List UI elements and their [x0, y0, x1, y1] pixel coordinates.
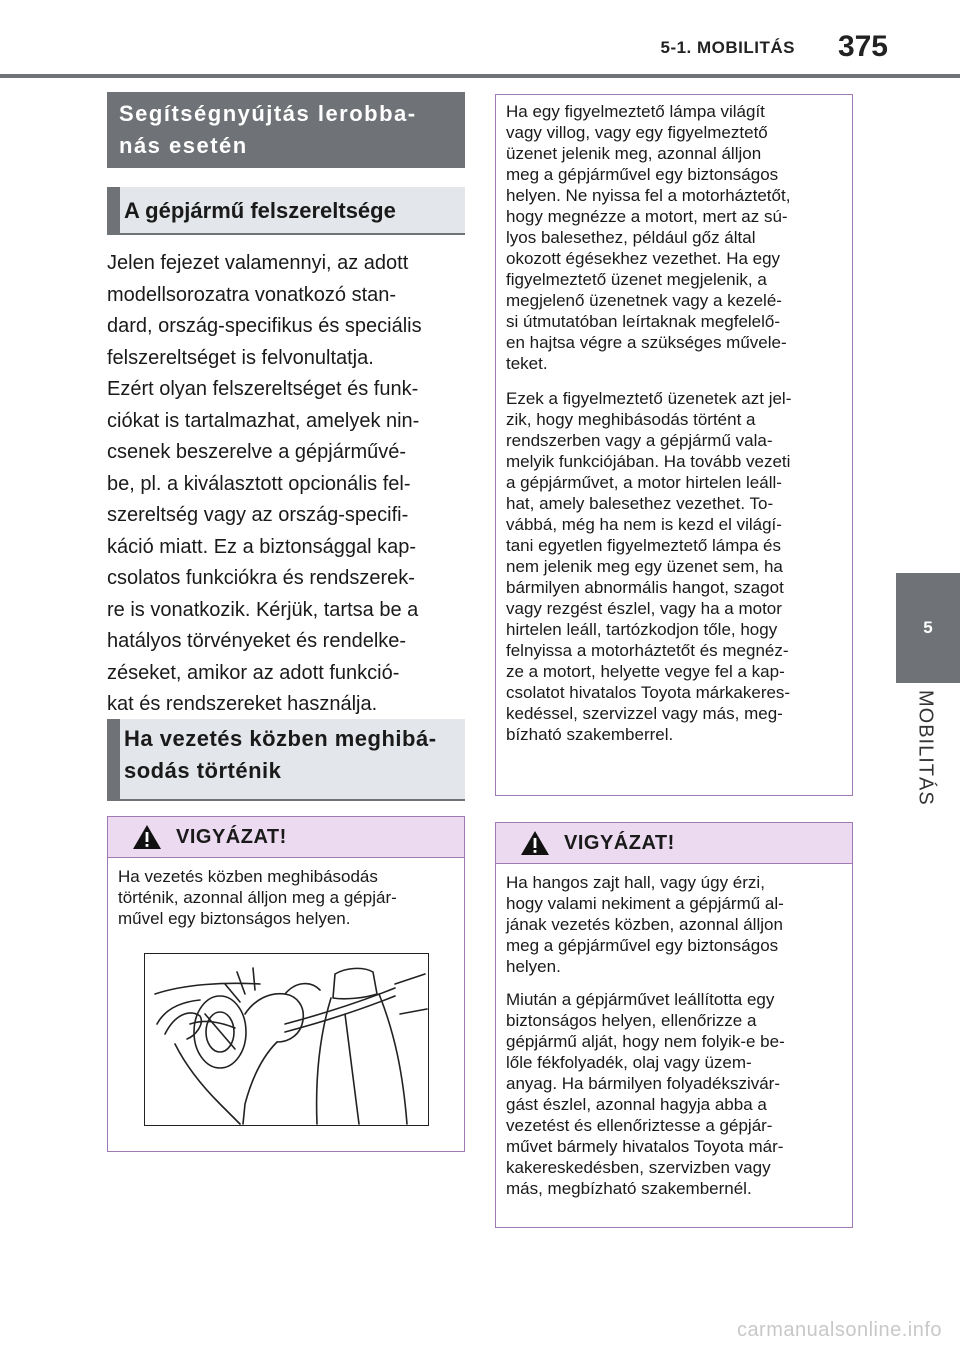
warning-header — [496, 823, 852, 864]
text-line: jának vezetés közben, azonnal álljon — [506, 915, 783, 934]
text-line: helyen. — [506, 957, 561, 976]
text-line: csolatos funkciókra és rendszerek- — [107, 567, 415, 589]
text-line: tani egyetlen figyelmeztető lámpa és — [506, 536, 781, 555]
text-line: kedéssel, szervizzel vagy más, meg- — [506, 704, 783, 723]
chapter-tab-number[interactable]: 5 — [896, 573, 960, 683]
text-line: vezetést és ellenőriztesse a gépjár- — [506, 1116, 773, 1135]
text-line: felnyissa a motorháztetőt és megnéz- — [506, 641, 789, 660]
text-line: meg a gépjárművel egy biztonságos — [506, 165, 779, 184]
info-paragraph — [506, 101, 842, 374]
text-line: hirtelen leáll, tartózkodjon tőle, hogy — [506, 620, 778, 639]
text-line: Jelen fejezet valamennyi, az adott — [107, 252, 409, 274]
text-line: re is vonatkozik. Kérjük, tartsa be a — [107, 598, 419, 621]
text-line: be, pl. a kiválasztott opcionális fel- — [107, 472, 411, 495]
driver-illustration — [144, 953, 429, 1126]
warning-header — [108, 817, 464, 858]
text-line: csolatot hivatalos Toyota márkakeres- — [506, 683, 791, 702]
text-line: Ha egy figyelmeztető lámpa világít — [506, 102, 765, 121]
text-line: si útmutatóban leírtaknak megfelelő- — [506, 312, 781, 331]
sub-heading-line: sodás történik — [124, 758, 282, 783]
text-line: nem jelenik meg egy üzenet sem, ha — [506, 557, 783, 576]
text-line: szereltség vagy az ország-specifi- — [107, 504, 409, 526]
text-line: meg a gépjárművel egy biztonságos — [506, 936, 779, 955]
main-heading-line: Segítségnyújtás lerobba- — [119, 101, 417, 126]
text-line: hatályos törvényeket és rendelke- — [107, 630, 407, 652]
text-line: Ha hangos zajt hall, vagy úgy érzi, — [506, 873, 765, 892]
text-line: a gépjárművet, a motor hirtelen leáll- — [506, 473, 782, 492]
warning-box-right — [495, 822, 853, 1228]
text-line: más, megbízható szakembernél. — [506, 1179, 752, 1198]
info-paragraph — [506, 388, 842, 745]
text-line: történik, azonnal álljon meg a gépjár- — [118, 888, 397, 907]
warning-title: VIGYÁZAT! — [564, 832, 675, 854]
text-line: hat, amely balesethez vezethet. To- — [506, 494, 774, 513]
watermark: carmanualsonline.info — [736, 1319, 942, 1341]
text-line: kat és rendszereket használja. — [107, 693, 378, 715]
text-line: hogy valami nekiment a gépjármű al- — [506, 894, 784, 913]
text-line: Ezért olyan felszereltséget és funk- — [107, 378, 419, 400]
text-line: megjelenő üzenetnek vagy a kezelé- — [506, 291, 782, 310]
text-line: helyen. Ne nyissa fel a motorháztetőt, — [506, 186, 791, 205]
sub-heading-text: A gépjármű felszereltsége — [124, 198, 396, 223]
warning-paragraph — [506, 989, 842, 1199]
intro-paragraph — [107, 248, 467, 721]
chapter-tab-label-text: MOBILITÁS — [914, 690, 937, 806]
chapter-tab-label — [893, 690, 957, 850]
warning-triangle-icon — [520, 830, 550, 856]
driver-seatbelt-drawing — [145, 954, 428, 1125]
text-line: hogy megnézze a motort, mert az sú- — [506, 207, 788, 226]
warning-paragraph — [506, 872, 842, 977]
text-line: üzenet jelenik meg, azonnal álljon — [506, 144, 762, 163]
text-line: en hajtsa végre a szükséges művele- — [506, 333, 787, 352]
section-title: 5-1. MOBILITÁS — [660, 38, 795, 57]
text-line: Ezek a figyelmeztető üzenetek azt jel- — [506, 389, 792, 408]
main-heading-line: nás esetén — [119, 133, 248, 158]
text-line: bízható szakemberrel. — [506, 725, 674, 744]
text-line: felszereltséget is felvonultatja. — [107, 346, 374, 369]
page-number: 375 — [837, 30, 888, 63]
warning-title: VIGYÁZAT! — [176, 826, 287, 848]
text-line: anyag. Ha bármilyen folyadékszivár- — [506, 1074, 781, 1093]
text-line: okozott égésekhez vezethet. Ha egy — [506, 249, 781, 268]
text-line: ciókat is tartalmazhat, amelyek nin- — [107, 409, 420, 432]
text-line: ze a motort, helyette vegye fel a kap- — [506, 662, 785, 681]
sub-heading-line: Ha vezetés közben meghibá- — [124, 726, 437, 751]
warning-text — [108, 858, 464, 937]
sub-heading-equipment — [107, 187, 465, 235]
text-line: gást észlel, azonnal hagyja abba a — [506, 1095, 767, 1114]
warning-text — [496, 864, 852, 1219]
text-line: teket. — [506, 354, 548, 373]
text-line: Ha vezetés közben meghibásodás — [118, 867, 378, 886]
text-line: melyik funkciójában. Ha tovább vezeti — [506, 452, 791, 471]
text-line: bármilyen abnormális hangot, szagot — [506, 578, 784, 597]
text-line: káció miatt. Ez a biztonsággal kap- — [107, 535, 417, 558]
text-line: gépjármű alját, hogy nem folyik-e be- — [506, 1032, 785, 1051]
warning-light-info-box — [495, 94, 853, 796]
warning-triangle-icon — [132, 824, 162, 850]
text-line: zéseket, amikor az adott funkció- — [107, 661, 400, 684]
text-line: vagy villog, vagy egy figyelmeztető — [506, 123, 768, 142]
text-line: zik, hogy meghibásodás történt a — [506, 410, 756, 429]
text-line: rendszerben vagy a gépjármű vala- — [506, 431, 773, 450]
text-line: vagy rezgést észlel, vagy ha a motor — [506, 599, 782, 618]
text-line: lyos balesethez, például gőz által — [506, 228, 756, 247]
text-line: modellsorozatra vonatkozó stan- — [107, 283, 397, 306]
sub-heading-text — [107, 719, 465, 791]
text-line: művel egy biztonságos helyen. — [118, 909, 351, 928]
text-line: csenek beszerelve a gépjárművé- — [107, 441, 407, 463]
text-line: Miután a gépjárművet leállította egy — [506, 990, 775, 1009]
text-line: művet bármely hivatalos Toyota már- — [506, 1137, 784, 1156]
header-divider — [0, 74, 960, 78]
text-line: kakereskedésben, szervizben vagy — [506, 1158, 771, 1177]
text-line: dard, ország-specifikus és speciális — [107, 315, 422, 337]
text-line: figyelmeztető üzenet megjelenik, a — [506, 270, 767, 289]
sub-heading-malfunction — [107, 719, 465, 801]
text-line: lőle fékfolyadék, olaj vagy üzem- — [506, 1053, 752, 1072]
main-heading — [107, 92, 465, 168]
text-line: biztonságos helyen, ellenőrizze a — [506, 1011, 757, 1030]
text-line: vábbá, még ha nem is kezd el világí- — [506, 515, 782, 534]
